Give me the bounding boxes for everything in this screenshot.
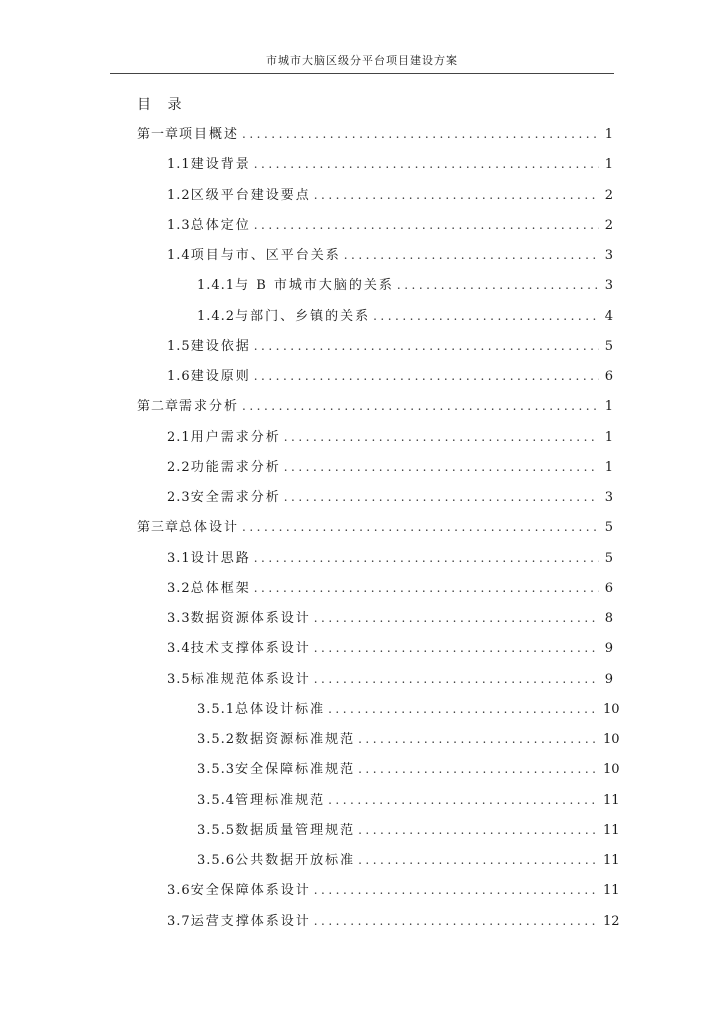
toc-entry-page: 4 <box>604 309 613 324</box>
toc-entry-title: 需求分析 <box>179 399 240 414</box>
toc-entry-page: 2 <box>604 188 613 203</box>
toc-dot-leader <box>254 336 599 356</box>
toc-dot-leader <box>284 487 599 507</box>
toc-entry-number: 1.4.1 <box>197 278 236 293</box>
toc-entry-number: 第二章 <box>137 399 180 414</box>
toc-entry-title: 设计思路 <box>190 551 251 566</box>
toc-entry-title: 数据资源体系设计 <box>190 611 311 626</box>
toc-entry-title: 项目与市、区平台关系 <box>190 248 341 263</box>
toc-entry-page: 11 <box>603 853 620 868</box>
toc-entry-page: 11 <box>603 823 620 838</box>
toc-entry[interactable] <box>167 427 613 448</box>
toc-entry-page: 5 <box>604 551 613 566</box>
toc-entry-title: 与 B 市城市大脑的关系 <box>235 278 394 293</box>
toc-entry-number: 3.5.4 <box>197 793 236 808</box>
toc-entry-title: 建设背景 <box>190 157 251 172</box>
toc-entry-number: 3.5.3 <box>197 762 236 777</box>
toc-entry[interactable] <box>167 608 613 629</box>
toc-entry-page: 3 <box>604 248 613 263</box>
toc-dot-leader <box>284 457 599 477</box>
toc-entry-title: 数据质量管理规范 <box>235 823 356 838</box>
toc-entry-title: 功能需求分析 <box>190 460 281 475</box>
toc-entry[interactable] <box>167 336 613 357</box>
toc-entry-title: 技术支撑体系设计 <box>190 641 311 656</box>
toc-entry-page: 9 <box>604 641 613 656</box>
toc-entry-number: 2.2 <box>167 460 191 475</box>
toc-dot-leader <box>254 578 599 598</box>
toc-entry-title: 项目概述 <box>179 127 240 142</box>
toc-entry[interactable] <box>197 306 613 327</box>
toc-entry-number: 1.1 <box>167 157 191 172</box>
toc-entry-page: 5 <box>604 520 613 535</box>
toc-dot-leader <box>358 850 599 870</box>
toc-entry[interactable] <box>167 215 613 236</box>
toc-entry-page: 5 <box>604 339 613 354</box>
toc-dot-leader <box>358 820 599 840</box>
running-header: 市城市大脑区级分平台项目建设方案 <box>266 54 458 67</box>
toc-entry-number: 3.5 <box>167 672 191 687</box>
toc-entry-title: 标准规范体系设计 <box>190 672 311 687</box>
toc-dot-leader <box>314 638 599 658</box>
toc-entry[interactable] <box>167 638 613 659</box>
toc-dot-leader <box>242 396 599 416</box>
toc-entry[interactable] <box>197 729 620 750</box>
toc-entry[interactable] <box>167 880 620 901</box>
toc-dot-leader <box>328 790 599 810</box>
toc-entry-number: 1.3 <box>167 218 191 233</box>
toc-entry-number: 3.5.2 <box>197 732 236 747</box>
toc-entry-number: 第一章 <box>137 127 180 142</box>
toc-dot-leader <box>284 427 599 447</box>
toc-entry[interactable] <box>197 275 613 296</box>
toc-entry-page: 12 <box>603 914 620 929</box>
toc-entry-title: 总体框架 <box>190 581 251 596</box>
toc-entry-title: 总体设计 <box>179 520 240 535</box>
toc-dot-leader <box>314 880 599 900</box>
toc-entry-page: 10 <box>603 732 620 747</box>
toc-entry[interactable] <box>197 699 620 720</box>
toc-entry-number: 3.6 <box>167 883 191 898</box>
toc-dot-leader <box>314 911 599 931</box>
toc-entry-title: 区级平台建设要点 <box>190 188 311 203</box>
toc-entry-title: 与部门、乡镇的关系 <box>235 309 371 324</box>
toc-entry-page: 10 <box>603 762 620 777</box>
toc-dot-leader <box>358 759 599 779</box>
toc-entry-title: 安全保障体系设计 <box>190 883 311 898</box>
toc-entry-page: 10 <box>603 702 620 717</box>
toc-dot-leader <box>314 185 599 205</box>
toc-entry-number: 1.2 <box>167 188 191 203</box>
toc-dot-leader <box>373 306 599 326</box>
toc-entry-title: 总体设计标准 <box>235 702 326 717</box>
toc-dot-leader <box>242 517 599 537</box>
toc-dot-leader <box>314 608 599 628</box>
toc-entry-page: 11 <box>603 883 620 898</box>
toc-entry-page: 3 <box>604 490 613 505</box>
toc-entry[interactable] <box>167 457 613 478</box>
toc-entry[interactable] <box>167 154 613 175</box>
toc-entry-title: 数据资源标准规范 <box>235 732 356 747</box>
toc-entry[interactable] <box>137 124 613 145</box>
toc-entry-page: 1 <box>604 157 613 172</box>
toc-dot-leader <box>314 669 599 689</box>
toc-entry-page: 6 <box>604 369 613 384</box>
toc-dot-leader <box>358 729 599 749</box>
toc-entry-title: 安全保障标准规范 <box>235 762 356 777</box>
toc-entry-title: 管理标准规范 <box>235 793 326 808</box>
toc-entry-number: 3.1 <box>167 551 191 566</box>
toc-entry-title: 安全需求分析 <box>190 490 281 505</box>
toc-entry[interactable] <box>197 759 620 780</box>
toc-entry[interactable] <box>167 185 613 206</box>
toc-entry-page: 3 <box>604 278 613 293</box>
toc-dot-leader <box>397 275 599 295</box>
toc-entry-number: 1.5 <box>167 339 191 354</box>
toc-entry-page: 1 <box>604 399 613 414</box>
toc-entry-title: 总体定位 <box>190 218 251 233</box>
toc-entry-number: 3.7 <box>167 914 191 929</box>
toc-entry-page: 6 <box>604 581 613 596</box>
toc-entry-title: 建设依据 <box>190 339 251 354</box>
toc-dot-leader <box>254 548 599 568</box>
toc-entry-number: 3.4 <box>167 641 191 656</box>
toc-entry-title: 用户需求分析 <box>190 430 281 445</box>
toc-entry[interactable] <box>137 517 613 538</box>
toc-entry-number: 3.3 <box>167 611 191 626</box>
toc-entry[interactable] <box>167 911 620 932</box>
toc-dot-leader <box>254 215 599 235</box>
toc-dot-leader <box>344 245 599 265</box>
toc-entry[interactable] <box>167 245 613 266</box>
toc-entry-page: 1 <box>604 430 613 445</box>
toc-title: 目 录 <box>137 97 188 113</box>
toc-entry[interactable] <box>137 396 613 417</box>
toc-entry-number: 3.5.5 <box>197 823 236 838</box>
toc-entry[interactable] <box>167 669 613 690</box>
toc-entry-page: 1 <box>604 460 613 475</box>
toc-entry-number: 1.4 <box>167 248 191 263</box>
toc-entry-page: 2 <box>604 218 613 233</box>
toc-entry[interactable] <box>197 790 620 811</box>
toc-entry[interactable] <box>167 366 613 387</box>
toc-entry-number: 2.1 <box>167 430 191 445</box>
toc-entry-number: 3.5.1 <box>197 702 236 717</box>
toc-entry-number: 1.4.2 <box>197 309 236 324</box>
toc-dot-leader <box>328 699 599 719</box>
toc-entry[interactable] <box>197 850 620 871</box>
toc-entry-page: 8 <box>604 611 613 626</box>
toc-dot-leader <box>242 124 599 144</box>
toc-entry[interactable] <box>197 820 620 841</box>
toc-dot-leader <box>254 154 599 174</box>
toc-entry-number: 3.2 <box>167 581 191 596</box>
toc-entry[interactable] <box>167 487 613 508</box>
toc-entry-number: 2.3 <box>167 490 191 505</box>
toc-dot-leader <box>254 366 599 386</box>
toc-entry-page: 1 <box>604 127 613 142</box>
toc-entry-title: 运营支撑体系设计 <box>190 914 311 929</box>
toc-entry-title: 公共数据开放标准 <box>235 853 356 868</box>
toc-entry-page: 9 <box>604 672 613 687</box>
toc-entry-number: 第三章 <box>137 520 180 535</box>
toc-entry[interactable] <box>167 548 613 569</box>
toc-entry-page: 11 <box>603 793 620 808</box>
toc-entry-number: 3.5.6 <box>197 853 236 868</box>
toc-entry-title: 建设原则 <box>190 369 251 384</box>
toc-entry[interactable] <box>167 578 613 599</box>
toc-entry-number: 1.6 <box>167 369 191 384</box>
